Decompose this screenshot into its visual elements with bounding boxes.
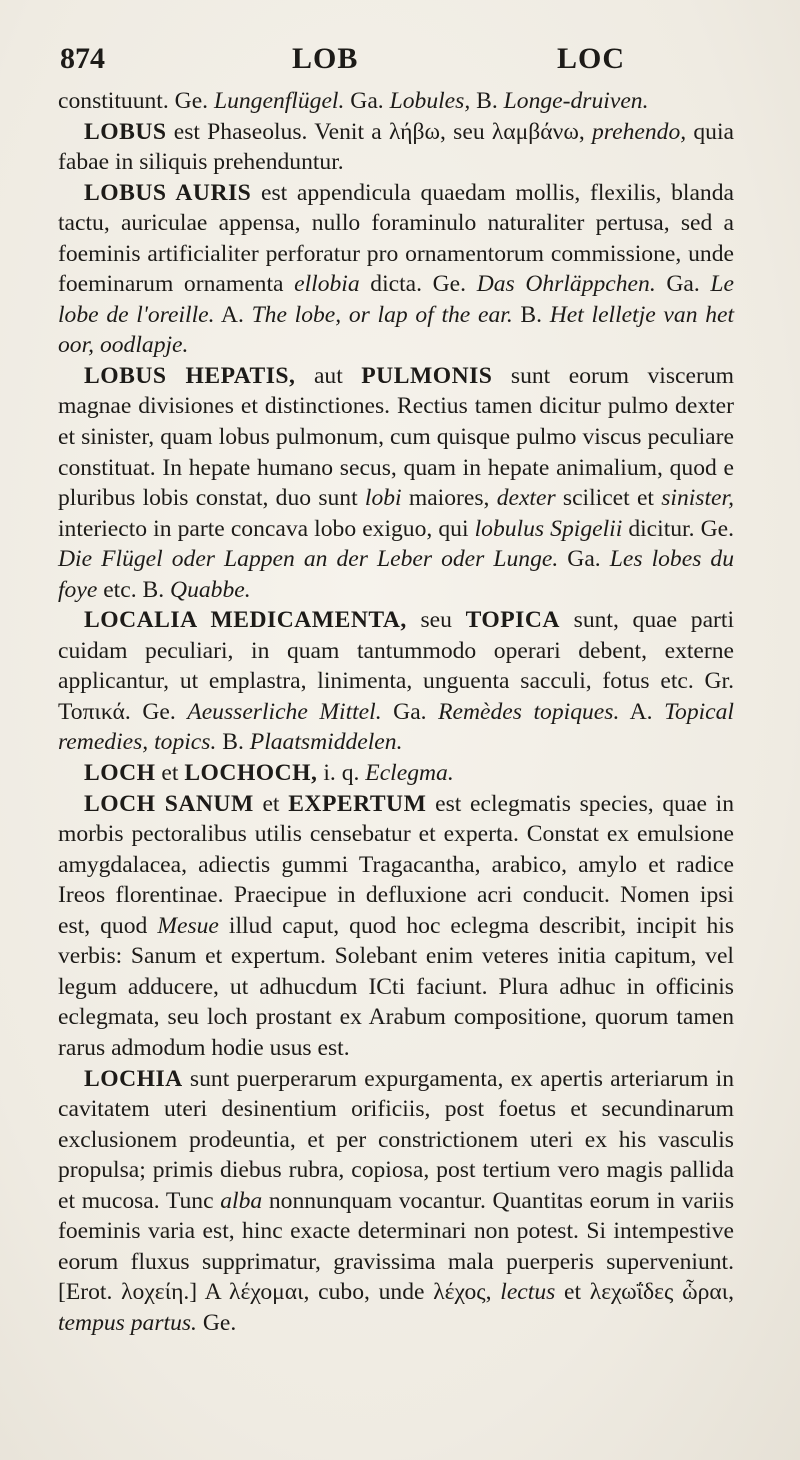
text-run: constituunt. Ge. — [58, 88, 214, 114]
right-guide-word: LOC — [557, 42, 626, 75]
text-run: i. q. — [317, 760, 366, 787]
italic-text: Die Flügel oder Lappen an der Leber oder Lunge. — [58, 546, 559, 573]
headword: TOPICA — [465, 607, 560, 634]
left-guide-word: LOB — [292, 42, 359, 75]
entry-loch-sanum — [58, 789, 734, 1064]
text-run: Ge. — [196, 1309, 237, 1336]
text-run: interiecto in parte concava lobo exiguo, qui — [58, 515, 475, 542]
entry-localia-medicamenta — [58, 605, 734, 758]
entry-lochia — [58, 1064, 734, 1339]
text-run: maiores, — [401, 485, 497, 512]
page-number: 874 — [60, 42, 105, 75]
entry-continuation — [58, 86, 734, 117]
italic-text: ellobia — [294, 271, 360, 298]
text-run: A. — [619, 698, 665, 725]
italic-text: sinister, — [661, 485, 734, 512]
italic-text: lobi — [364, 485, 402, 512]
text-run: sunt puerperarum expurgamenta, ex apertis arteriarum in cavitatem uteri desinentium orificiis, post foetus et secundinarum exclusionem prodeuntia, et per constrictionem uteri ex his vasculis propulsa; primis diebus rubra, copiosa, post tertium vero magis pallida et mucosa. Tunc — [58, 1065, 734, 1214]
italic-text: dexter — [496, 485, 556, 512]
italic-text: Remèdes topiques. — [438, 698, 620, 725]
text-run: B. — [216, 729, 250, 756]
text-run: scilicet et — [555, 485, 662, 512]
text-run: nonnunquam vocantur. Quantitas eorum in variis foeminis varia est, hinc exacte determinari non potest. Si intempestive eorum fluxus supprimatur, gravissima mala puerperis superveniunt. [Erot. λοχείη.] A λέχομαι, cubo, unde λέχος, — [58, 1187, 734, 1306]
italic-text: Lobules, — [389, 88, 471, 114]
text-run: dicitur. Ge. — [622, 515, 734, 542]
headword: EXPERTUM — [288, 790, 427, 817]
text-run: illud caput, quod hoc eclegma describit, incipit his verbis: Sanum et expertum. Solebant enim veteres initia capitum, vel legum adducere, ut adhucdum ICti faciunt. Plura adhuc in officinis eclegmata, seu loch prostant ex Arabum compositione, quorum tamen rarus admodum hodie usus est. — [58, 912, 734, 1061]
text-run: etc. B. — [97, 576, 171, 603]
italic-text: Longe-druiven. — [503, 88, 649, 114]
text-run: et — [155, 760, 185, 787]
italic-text: Das Ohrläppchen. — [476, 271, 656, 298]
text-run: est Phaseolus. Venit a λήβω, seu λαμβάνω, — [166, 118, 592, 145]
text-run: Ga. — [655, 271, 711, 298]
text-run: Ga. — [344, 88, 390, 114]
text-run: B. — [470, 88, 504, 114]
text-run: aut — [295, 362, 362, 389]
running-header — [52, 42, 772, 82]
entry-text-block — [58, 86, 734, 1338]
text-run: B. — [512, 301, 550, 328]
headword: LOCHIA — [84, 1065, 183, 1092]
headword: LOCHOCH, — [184, 760, 318, 787]
italic-text: Les lobes du foye — [58, 546, 735, 603]
headword: LOCH — [84, 760, 156, 787]
italic-text: lectus — [500, 1279, 556, 1306]
italic-text: Aeusserliche Mittel. — [187, 698, 382, 725]
italic-text: Plaatsmiddelen. — [249, 729, 403, 756]
italic-text: alba — [220, 1187, 263, 1214]
text-run: et — [253, 790, 289, 817]
headword: LOBUS HEPATIS, — [84, 362, 296, 389]
text-run: et λεχωΐδες ὧραι, — [555, 1279, 734, 1306]
italic-text: tempus partus. — [58, 1309, 197, 1336]
text-run: sunt eorum viscerum magnae divisiones et distinctiones. Rectius tamen dicitur pulmo dexter et sinister, quam lobus pulmonum, cum quisque pulmo viscus peculiare constituat. In hepate humano secus, quam in hepate animalium, quod e pluribus lobis constat, duo sunt — [58, 362, 734, 512]
text-run: est eclegmatis species, quae in morbis pectoralibus utilis censebatur et experta. Constat ex emulsione amygdalacea, adiectis gummi Tragacantha, arabico, amylo et radice Ireos florentinae. Praecipue in defluxione acri conducit. Nomen ipsi est, quod — [58, 790, 734, 939]
text-run: Ga. — [381, 698, 439, 725]
italic-text: Eclegma. — [365, 760, 454, 787]
text-run: sunt, quae parti cuidam peculiari, in quam tantummodo operari debent, externe applicantur, ut emplastra, linimenta, unguenta sacculi, fotus etc. Gr. Τοπικά. Ge. — [58, 607, 735, 725]
text-run: Ga. — [558, 546, 610, 573]
entry-lobus-auris — [58, 178, 734, 361]
italic-text: Le lobe de l'oreille. — [58, 271, 734, 328]
entry-lobus — [58, 117, 734, 178]
italic-text: lobulus Spigelii — [474, 515, 623, 542]
italic-text: Lungenflügel. — [213, 88, 345, 114]
headword: LOCALIA MEDICAMENTA, — [84, 607, 407, 634]
text-run: dicta. Ge. — [359, 271, 477, 298]
italic-text: Topical remedies, topics. — [58, 698, 734, 756]
headword: LOBUS — [84, 118, 167, 145]
text-run: quia fabae in siliquis prehenduntur. — [58, 118, 734, 176]
italic-text: The lobe, or lap of the ear. — [251, 301, 513, 328]
italic-text: Het lelletje van het oor, oodlapje. — [58, 301, 735, 359]
headword: LOBUS AURIS — [84, 179, 252, 206]
text-run: est appendicula quaedam mollis, flexilis, blanda tactu, auriculae appensa, nullo foraminulo naturaliter pertusa, sed a foeminis artificialiter perforatur pro ornamentorum commissione, unde foeminarum ornamenta — [58, 179, 734, 298]
text-run: seu — [406, 607, 466, 634]
italic-text: Quabbe. — [170, 576, 251, 603]
italic-text: Mesue — [157, 912, 219, 939]
entry-loch — [58, 758, 734, 789]
text-run: A. — [214, 301, 252, 328]
headword: PULMONIS — [361, 362, 493, 389]
headword: LOCH SANUM — [84, 790, 254, 817]
italic-text: prehendo, — [592, 118, 687, 145]
entry-lobus-hepatis — [58, 361, 734, 605]
